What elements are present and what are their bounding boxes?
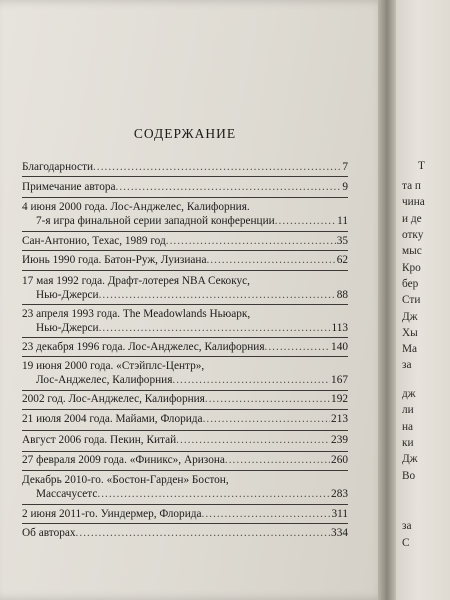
toc-entry: [22, 234, 348, 248]
toc-entry-subtitle: Лос-Анджелес, Калифорния: [36, 374, 173, 387]
toc-entry-subtitle: 7-я игра финальной серии западной конференции: [36, 215, 275, 228]
divider: [22, 504, 348, 505]
toc-entry-page: 311: [331, 508, 348, 520]
toc-entry-page: 11: [337, 215, 348, 228]
toc-entry-title: Благодарности: [22, 161, 94, 173]
toc-entry-page: 167: [331, 374, 348, 387]
text-fragment: Хы: [402, 327, 418, 339]
toc-entry: [22, 274, 348, 302]
toc-title: СОДЕРЖАНИЕ: [133, 126, 237, 141]
divider: [22, 451, 348, 452]
text-fragment: мыс: [402, 245, 422, 257]
text-fragment: Дж: [402, 311, 418, 323]
toc-entry-title: 4 июня 2000 года. Лос-Анджелес, Калифорния.: [22, 201, 250, 213]
toc-entry-page: 88: [336, 289, 348, 302]
text-fragment: С: [402, 537, 410, 549]
toc-entry-title: 2002 год. Лос-Анджелес, Калифорния: [22, 393, 205, 405]
divider: [22, 409, 348, 410]
text-fragment: Ма: [402, 343, 418, 355]
toc-entry-page: 239: [331, 434, 348, 446]
toc-entry: [22, 507, 348, 521]
toc-entry-page: 334: [331, 527, 348, 539]
toc-entry-page: 35: [336, 235, 348, 247]
toc-entry-title: 21 июля 2004 года. Майами, Флорида: [22, 413, 203, 425]
divider: [22, 523, 348, 524]
toc-entry: [22, 412, 348, 426]
divider: [22, 231, 348, 232]
toc-entry-page: 283: [331, 488, 348, 501]
toc-entry-title: 23 апреля 1993 года. The Meadowlands Ньюарк,: [22, 308, 251, 320]
divider: [22, 176, 348, 177]
divider: [22, 270, 348, 271]
toc-entry-title: 23 декабря 1996 года. Лос-Анджелес, Калифорния: [22, 341, 265, 353]
text-fragment: и де: [402, 213, 422, 225]
divider: [22, 356, 348, 357]
toc-entry-page: 192: [331, 393, 348, 405]
toc-entry-title: Декабрь 2010-го. «Бостон-Гарден» Бостон,: [22, 474, 229, 486]
divider: [22, 250, 348, 251]
toc-entry: [22, 433, 348, 447]
toc-entry: [22, 160, 348, 174]
right-page: [396, 0, 450, 600]
toc-entry-title: Об авторах: [22, 527, 76, 539]
toc-entry-page: 7: [342, 161, 348, 173]
text-fragment: ки: [402, 437, 414, 449]
toc-entry-title: 27 февраля 2009 года. «Финикс», Аризона: [22, 454, 225, 466]
toc-entry: [22, 180, 348, 194]
toc-entry-page: 213: [331, 413, 348, 425]
divider: [22, 197, 348, 198]
toc-entry: [22, 340, 348, 354]
text-fragment: отку: [402, 229, 424, 241]
toc-entry: [22, 392, 348, 406]
text-fragment: та п: [402, 180, 421, 192]
text-fragment: ли: [402, 404, 414, 416]
text-fragment: за: [402, 359, 412, 371]
toc-entry-title: Август 2006 года. Пекин, Китай: [22, 434, 177, 446]
toc-entry: [22, 526, 348, 540]
toc-entry-subtitle: Нью-Джерси: [36, 289, 99, 302]
toc-entry: [22, 453, 348, 467]
text-fragment: дж: [402, 388, 416, 400]
text-fragment: чина: [402, 196, 425, 208]
toc-entry-page: 260: [331, 454, 348, 466]
toc-entry-page: 62: [336, 254, 348, 266]
toc-entry-subtitle: Нью-Джерси: [36, 322, 99, 335]
divider: [22, 337, 348, 338]
toc-entry-page: 113: [331, 322, 348, 335]
text-fragment: Во: [402, 470, 416, 482]
toc-entry: [22, 359, 348, 387]
divider: [22, 304, 348, 305]
book-gutter: [378, 0, 398, 600]
divider: [22, 390, 348, 391]
text-fragment: за: [402, 520, 412, 532]
text-fragment: Т: [418, 160, 425, 172]
text-fragment: Сти: [402, 294, 421, 306]
toc-entry-page: 140: [331, 341, 348, 353]
toc-entry-title: Июнь 1990 года. Батон-Руж, Луизиана: [22, 254, 207, 266]
text-fragment: Кро: [402, 262, 421, 274]
text-fragment: бер: [402, 278, 419, 290]
toc-entry-subtitle: Массачусетс: [36, 488, 98, 501]
toc-entry-title: Сан-Антонио, Техас, 1989 год: [22, 235, 166, 247]
toc-entry: [22, 253, 348, 267]
divider: [22, 470, 348, 471]
toc-entry: [22, 200, 348, 228]
text-fragment: на: [402, 421, 414, 433]
text-fragment: Дж: [402, 453, 418, 465]
toc-entry-title: 2 июня 2011-го. Уиндермер, Флорида: [22, 508, 202, 520]
toc-entry-title: 17 мая 1992 года. Драфт-лотерея NBA Секокус,: [22, 275, 251, 287]
toc-entry-title: Примечание автора: [22, 181, 116, 193]
toc-entry: [22, 307, 348, 335]
toc-entry-title: 19 июня 2000 года. «Стэйплс-Центр»,: [22, 360, 205, 372]
toc-entry-page: 9: [342, 181, 348, 193]
divider: [22, 430, 348, 431]
toc-entry: [22, 473, 348, 501]
